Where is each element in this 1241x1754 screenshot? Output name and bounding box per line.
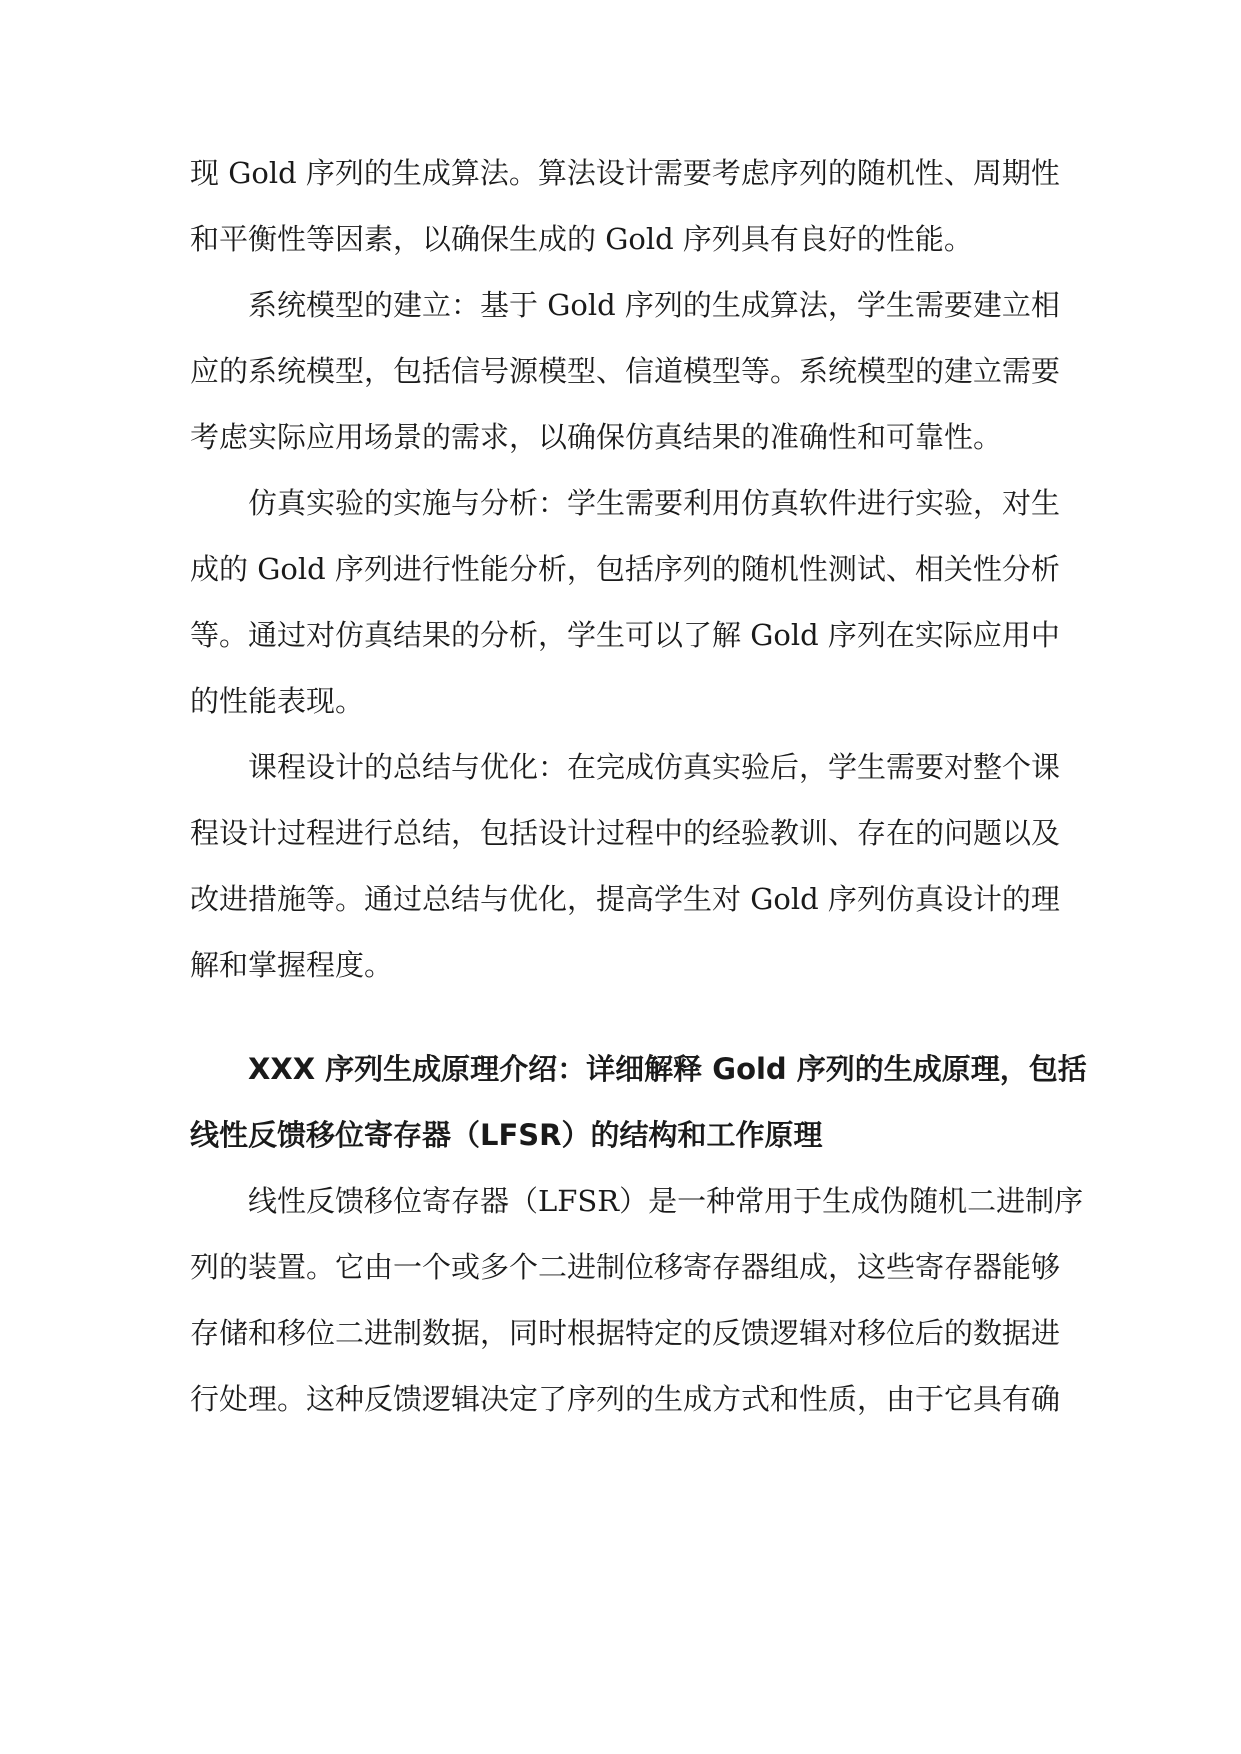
text-line: 线性反馈移位寄存器（LFSR）是一种常用于生成伪随机二进制序	[248, 1184, 1084, 1218]
heading-line: 线性反馈移位寄存器（LFSR）的结构和工作原理	[190, 1118, 823, 1152]
text-line: 存储和移位二进制数据，同时根据特定的反馈逻辑对移位后的数据进	[190, 1316, 1061, 1350]
text-line: 列的装置。它由一个或多个二进制位移寄存器组成，这些寄存器能够	[190, 1250, 1061, 1284]
text-line: 成的 Gold 序列进行性能分析，包括序列的随机性测试、相关性分析	[190, 552, 1060, 586]
text-line: 的性能表现。	[190, 684, 365, 718]
paragraph-lfsr-intro	[190, 1168, 1084, 1432]
text-line: 等。通过对仿真结果的分析，学生可以了解 Gold 序列在实际应用中	[190, 618, 1060, 652]
text-line: 现 Gold 序列的生成算法。算法设计需要考虑序列的随机性、周期性	[190, 156, 1060, 190]
paragraph-summary-optimization	[190, 734, 1060, 998]
section-heading	[190, 1036, 1087, 1168]
text-line: 系统模型的建立：基于 Gold 序列的生成算法，学生需要建立相	[248, 288, 1060, 322]
paragraph-algorithm-continuation	[190, 140, 1060, 272]
text-line: 和平衡性等因素，以确保生成的 Gold 序列具有良好的性能。	[190, 222, 973, 256]
text-line: 仿真实验的实施与分析：学生需要利用仿真软件进行实验，对生	[248, 486, 1061, 520]
text-line: 考虑实际应用场景的需求，以确保仿真结果的准确性和可靠性。	[190, 420, 1003, 454]
text-line: 课程设计的总结与优化：在完成仿真实验后，学生需要对整个课	[248, 750, 1061, 784]
text-line: 程设计过程进行总结，包括设计过程中的经验教训、存在的问题以及	[190, 816, 1061, 850]
text-line: 行处理。这种反馈逻辑决定了序列的生成方式和性质，由于它具有确	[190, 1382, 1061, 1416]
document-body	[190, 140, 1087, 1432]
heading-line: XXX 序列生成原理介绍：详细解释 Gold 序列的生成原理，包括	[248, 1052, 1087, 1086]
text-line: 改进措施等。通过总结与优化，提高学生对 Gold 序列仿真设计的理	[190, 882, 1060, 916]
text-line: 应的系统模型，包括信号源模型、信道模型等。系统模型的建立需要	[190, 354, 1061, 388]
text-line: 解和掌握程度。	[190, 948, 394, 982]
paragraph-simulation-experiment	[190, 470, 1060, 734]
paragraph-system-model	[190, 272, 1060, 470]
